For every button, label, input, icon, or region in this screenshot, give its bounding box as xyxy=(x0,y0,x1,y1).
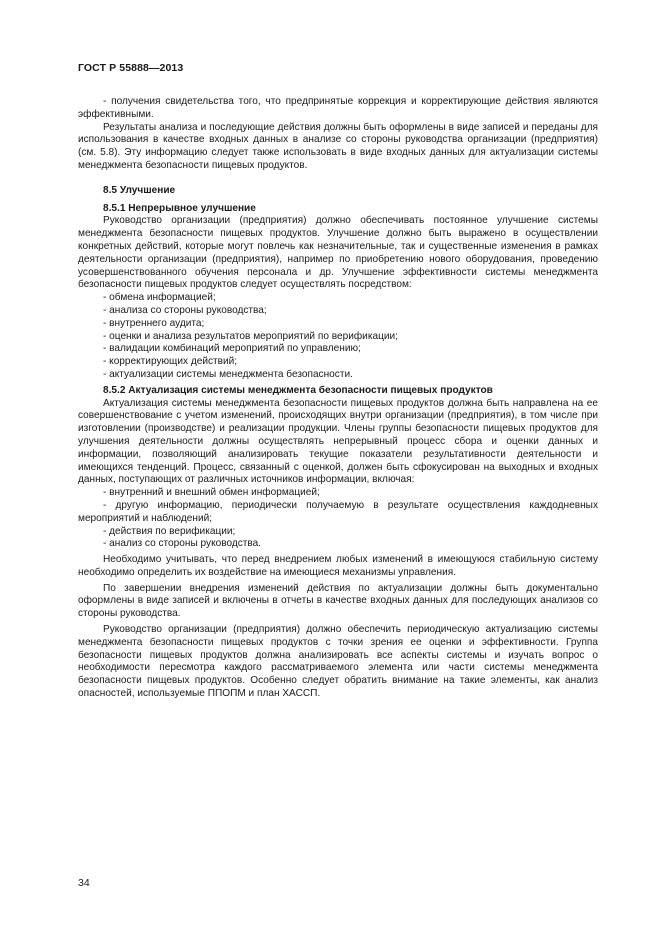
section-heading-8-5-2: 8.5.2 Актуализация системы менеджмента безопасности пищевых продуктов xyxy=(103,384,493,396)
list-item: - действия по верификации; xyxy=(103,525,236,537)
list-item: - внутренний и внешний обмен информацией; xyxy=(103,487,320,499)
paragraph-documentation: По завершении внедрения изменений действия по актуализации должны быть документально оформлены в виде записей и включены в отчеты в качестве входных данных для последующих анализов со стороны руководства. xyxy=(78,582,598,620)
list-item: - внутреннего аудита; xyxy=(103,317,205,329)
document-body xyxy=(78,96,598,701)
paragraph-update-system: Актуализация системы менеджмента безопасности пищевых продуктов должна быть направлена на ее совершенствование с учетом изменений, происходящих внутри организации (предприятия), в том числе при изготовлении (производстве) и реализации продукции. Члены группы безопасности пищевых продуктов для улучшения деятельности должны осуществлять непрерывный процесс сбора и оценки данных и информации, позволяющий анализировать текущие показатели результативности деятельности и имеющихся тенденций. Процесс, связанный с оценкой, должен быть сфокусирован на выходных и входных данных, поступающих от различных источников информации, включая: xyxy=(78,397,598,486)
paragraph-changes-impact: Необходимо учитывать, что перед внедрением любых изменений в имеющуюся стабильную систему необходимо определить их воздействие на имеющиеся механизмы управления. xyxy=(78,554,598,578)
section-heading-8-5: 8.5 Улучшение xyxy=(103,184,176,196)
bullet-evidence: - получения свидетельства того, что предпринятые коррекция и корректирующие действия являются эффективными. xyxy=(78,96,598,120)
list-item: - актуализации системы менеджмента безопасности. xyxy=(103,368,353,380)
list-item: - оценки и анализа результатов мероприятий по верификации; xyxy=(103,330,398,342)
paragraph-continuous-improvement: Руководство организации (предприятия) должно обеспечивать постоянное улучшение системы менеджмента безопасности пищевых продуктов. Улучшение должно быть выражено в осуществлении конкретных действий, которые могут повлечь как незначительные, так и существенные изменения в рамках деятельности организации (предприятия), например по приобретению нового оборудования, проведению усовершенствованного обучения персонала и др. Улучшение эффективности системы менеджмента безопасности пищевых продуктов следует осуществлять посредством: xyxy=(78,215,598,291)
list-item: - обмена информацией; xyxy=(103,292,216,304)
list-item: - анализ со стороны руководства. xyxy=(103,538,262,550)
list-item: - корректирующих действий; xyxy=(103,356,238,368)
list-item: - анализа со стороны руководства; xyxy=(103,304,267,316)
list-item: - другую информацию, периодически получаемую в результате осуществления каждодневных мероприятий и наблюдений; xyxy=(78,499,598,524)
paragraph-periodic-update: Руководство организации (предприятия) должно обеспечить периодическую актуализацию системы менеджмента безопасности пищевых продуктов с точки зрения ее оценки и эффективности. Группа безопасности пищевых продуктов должна анализировать все аспекты системы и изучать вопрос о необходимости пересмотра каждого рассматриваемого элемента или части системы менеджмента безопасности пищевых продуктов. Особенно следует обратить внимание на такие элементы, как анализ опасностей, используемые ППОПМ и план ХАССП. xyxy=(78,624,598,700)
section-heading-8-5-1: 8.5.1 Непрерывное улучшение xyxy=(103,202,256,214)
paragraph-results: Результаты анализа и последующие действия должны быть оформлены в виде записей и переданы для использования в качестве входных данных в анализе со стороны руководства организации (предприятия) (см. 5.8). Эту информацию следует также использовать в виде входных данных для актуализации системы менеджмента безопасности пищевых продуктов. xyxy=(78,121,598,171)
list-item: - валидации комбинаций мероприятий по управлению; xyxy=(103,343,361,355)
page-number: 34 xyxy=(78,877,90,889)
document-header: ГОСТ Р 55888—2013 xyxy=(78,62,184,74)
